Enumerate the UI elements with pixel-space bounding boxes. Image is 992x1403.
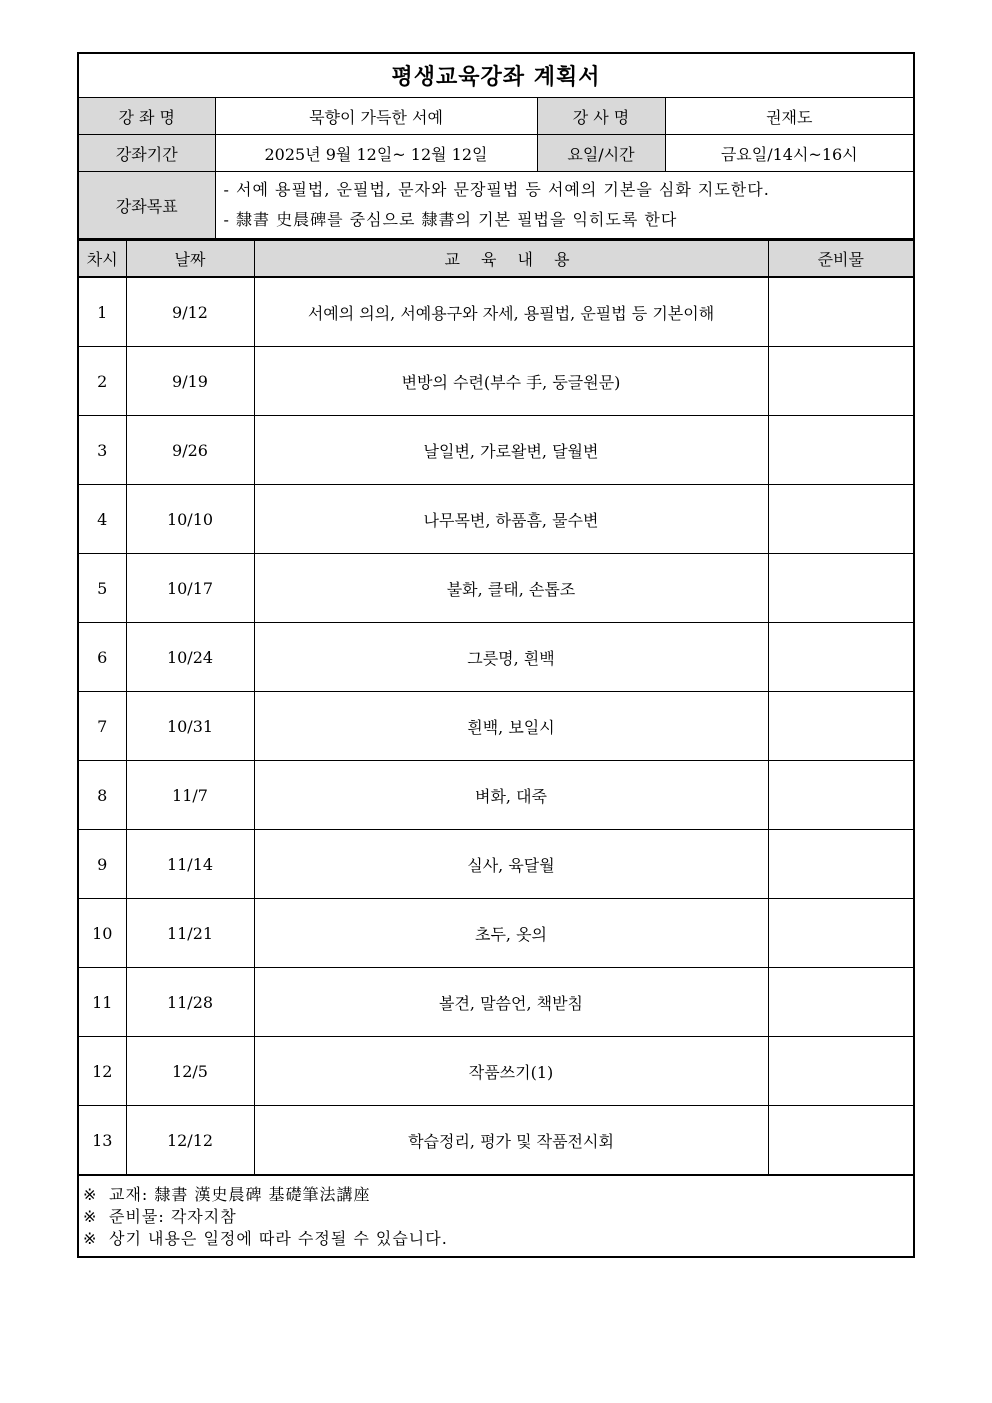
table-row	[79, 277, 913, 347]
note-item	[83, 1206, 909, 1228]
table-row	[79, 1106, 913, 1175]
session-materials	[768, 485, 913, 554]
session-materials	[768, 347, 913, 416]
time-value: 금요일/14시~16시	[665, 135, 913, 172]
course-info-table	[79, 98, 913, 239]
course-plan-document	[77, 52, 915, 1258]
session-date: 11/7	[126, 761, 254, 830]
session-content: 변방의 수련(부수 手, 둥글원문)	[254, 347, 768, 416]
session-date: 10/10	[126, 485, 254, 554]
session-materials	[768, 1106, 913, 1175]
table-row	[79, 623, 913, 692]
session-date: 12/5	[126, 1037, 254, 1106]
session-date: 10/24	[126, 623, 254, 692]
session-content: 작품쓰기(1)	[254, 1037, 768, 1106]
session-number: 3	[79, 416, 126, 485]
reference-mark-icon: ※	[83, 1229, 98, 1248]
session-content: 그릇명, 흰백	[254, 623, 768, 692]
session-number: 2	[79, 347, 126, 416]
table-row	[79, 830, 913, 899]
table-row	[79, 761, 913, 830]
table-row	[79, 554, 913, 623]
session-number: 10	[79, 899, 126, 968]
session-date: 12/12	[126, 1106, 254, 1175]
session-number: 6	[79, 623, 126, 692]
session-date: 10/31	[126, 692, 254, 761]
period-label: 강좌기간	[79, 135, 215, 172]
goal-line-2: - 隸書 史晨碑를 중심으로 隸書의 기본 필법을 익히도록 한다	[223, 210, 678, 229]
session-date: 9/26	[126, 416, 254, 485]
session-number: 5	[79, 554, 126, 623]
table-row	[79, 485, 913, 554]
time-label: 요일/시간	[537, 135, 665, 172]
note-materials: 준비물: 각자지참	[109, 1207, 237, 1226]
note-textbook: 교재: 隸書 漢史晨碑 基礎筆法講座	[109, 1185, 371, 1204]
header-content: 교 육 내 용	[254, 240, 768, 277]
session-materials	[768, 623, 913, 692]
session-content: 볼견, 말씀언, 책받침	[254, 968, 768, 1037]
reference-mark-icon: ※	[83, 1185, 98, 1204]
note-item	[83, 1184, 909, 1206]
session-number: 4	[79, 485, 126, 554]
reference-mark-icon: ※	[83, 1207, 98, 1226]
session-materials	[768, 416, 913, 485]
session-materials	[768, 692, 913, 761]
instructor-value: 권재도	[665, 98, 913, 135]
session-number: 12	[79, 1037, 126, 1106]
session-materials	[768, 830, 913, 899]
header-session: 차시	[79, 240, 126, 277]
session-content: 학습정리, 평가 및 작품전시회	[254, 1106, 768, 1175]
schedule-table	[79, 239, 913, 1175]
table-row	[79, 416, 913, 485]
session-content: 나무목변, 하품흠, 물수변	[254, 485, 768, 554]
session-content: 불화, 클태, 손톱조	[254, 554, 768, 623]
goal-text	[215, 172, 913, 239]
session-date: 11/21	[126, 899, 254, 968]
page-title: 평생교육강좌 계획서	[79, 54, 913, 98]
session-materials	[768, 761, 913, 830]
goal-label: 강좌목표	[79, 172, 215, 239]
session-number: 9	[79, 830, 126, 899]
session-date: 11/28	[126, 968, 254, 1037]
session-date: 10/17	[126, 554, 254, 623]
notes-section	[79, 1175, 913, 1256]
session-number: 13	[79, 1106, 126, 1175]
table-row	[79, 692, 913, 761]
table-row	[79, 899, 913, 968]
session-number: 1	[79, 277, 126, 347]
session-materials	[768, 1037, 913, 1106]
session-content: 초두, 옷의	[254, 899, 768, 968]
session-number: 8	[79, 761, 126, 830]
session-materials	[768, 899, 913, 968]
session-materials	[768, 277, 913, 347]
session-content: 흰백, 보일시	[254, 692, 768, 761]
session-date: 11/14	[126, 830, 254, 899]
instructor-label: 강 사 명	[537, 98, 665, 135]
session-date: 9/19	[126, 347, 254, 416]
table-row	[79, 347, 913, 416]
session-number: 11	[79, 968, 126, 1037]
session-content: 서예의 의의, 서예용구와 자세, 용필법, 운필법 등 기본이해	[254, 277, 768, 347]
note-item	[83, 1228, 909, 1250]
period-value: 2025년 9월 12일~ 12월 12일	[215, 135, 537, 172]
header-materials: 준비물	[768, 240, 913, 277]
session-content: 날일변, 가로왈변, 달월변	[254, 416, 768, 485]
course-name-value: 묵향이 가득한 서예	[215, 98, 537, 135]
session-materials	[768, 968, 913, 1037]
session-content: 벼화, 대죽	[254, 761, 768, 830]
goal-line-1: - 서예 용필법, 운필법, 문자와 문장필법 등 서예의 기본을 심화 지도한다.	[223, 180, 770, 199]
session-materials	[768, 554, 913, 623]
table-row	[79, 968, 913, 1037]
session-date: 9/12	[126, 277, 254, 347]
session-number: 7	[79, 692, 126, 761]
course-name-label: 강 좌 명	[79, 98, 215, 135]
header-date: 날짜	[126, 240, 254, 277]
table-row	[79, 1037, 913, 1106]
session-content: 실사, 육달월	[254, 830, 768, 899]
note-disclaimer: 상기 내용은 일정에 따라 수정될 수 있습니다.	[109, 1229, 448, 1248]
